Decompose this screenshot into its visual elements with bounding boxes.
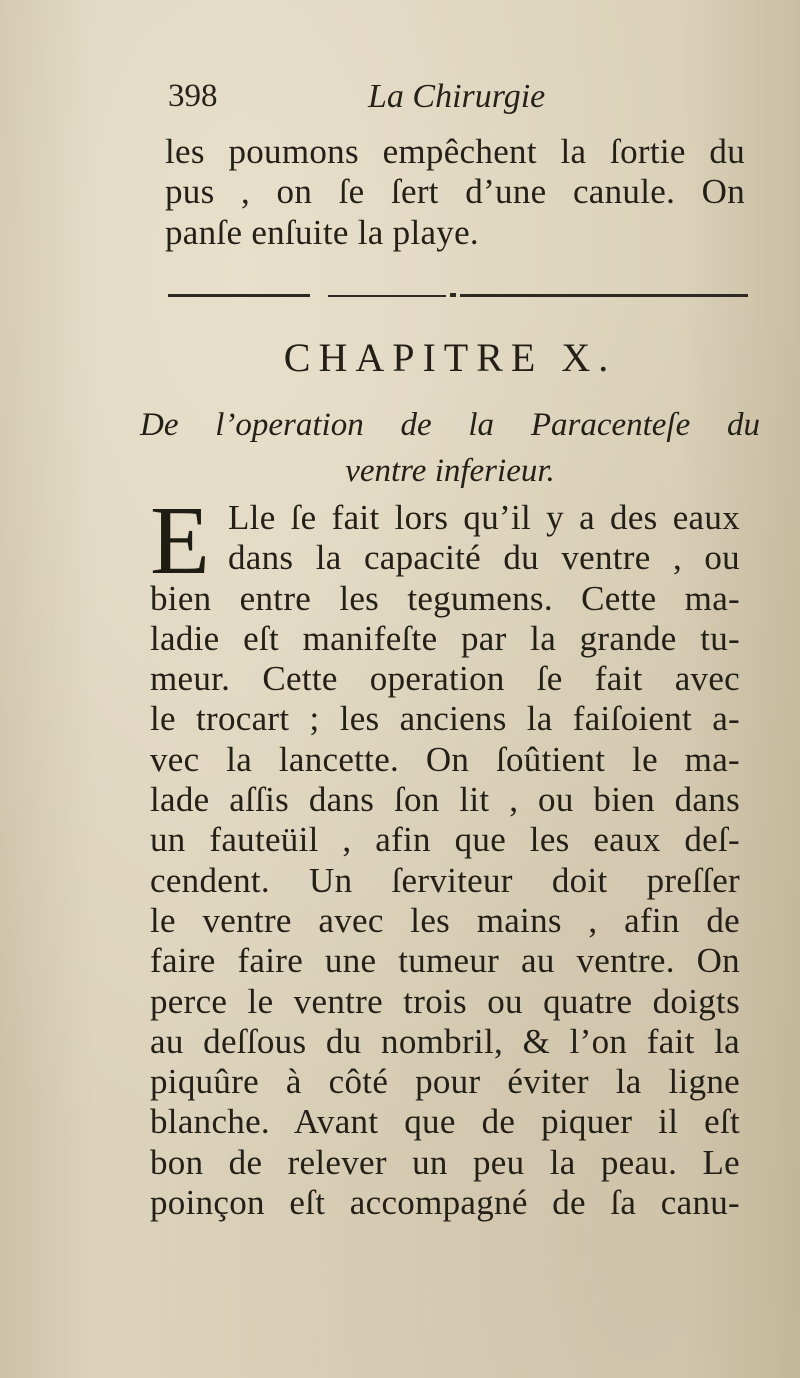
chapter-subtitle <box>140 402 760 494</box>
text-line: meur. Cette operation ſe fait avec <box>150 659 740 699</box>
subtitle-line: De l’operation de la Paracenteſe du <box>140 407 760 443</box>
text-line: perce le ventre trois ou quatre doigts <box>150 981 740 1021</box>
chapter-title: CHAPITRE X. <box>283 335 617 380</box>
continuation-paragraph <box>165 132 745 253</box>
text-line: poinçon eſt accompagné de ſa canu- <box>150 1183 740 1223</box>
text-line: bon de relever un peu la peau. Le <box>150 1142 740 1182</box>
page-number: 398 <box>168 78 218 114</box>
text-line: les poumons empêchent la ſortie du <box>165 132 745 171</box>
body-paragraph <box>150 487 740 1223</box>
text-line: cendent. Un ſerviteur doit preſſer <box>150 860 740 900</box>
text-line: le ventre avec les mains , afin de <box>150 900 740 940</box>
text-line: ladie eſt manifeſte par la grande tu- <box>150 618 740 658</box>
drop-cap: E <box>150 487 210 595</box>
text-line: dans la capacité du ventre , ou <box>228 538 740 578</box>
text-line: vec la lancette. On ſoûtient le ma- <box>150 739 740 779</box>
text-line: piquûre à côté pour éviter la ligne <box>150 1062 740 1102</box>
running-head: La Chirurgie <box>368 78 546 115</box>
text-line: le trocart ; les anciens la faiſoient a- <box>150 699 740 739</box>
ornamental-rule <box>168 292 748 300</box>
text-line: Lle ſe fait lors qu’il y a des eaux <box>228 498 740 537</box>
text-line: pus , on ſe ſert d’une canule. On <box>165 172 745 212</box>
text-line: faire faire une tumeur au ventre. On <box>150 941 740 981</box>
text-line: panſe enſuite la playe. <box>165 212 479 252</box>
text-line: au deſſous du nombril, & l’on fait la <box>150 1021 740 1061</box>
page-header <box>168 78 768 126</box>
text-line: blanche. Avant que de piquer il eſt <box>150 1102 740 1142</box>
text-line: un fauteüil , afin que les eaux deſ- <box>150 820 740 860</box>
text-line: lade aſſis dans ſon lit , ou bien dans <box>150 780 740 820</box>
text-line: bien entre les tegumens. Cette ma- <box>150 578 740 618</box>
subtitle-line: ventre inferieur. <box>345 453 555 489</box>
